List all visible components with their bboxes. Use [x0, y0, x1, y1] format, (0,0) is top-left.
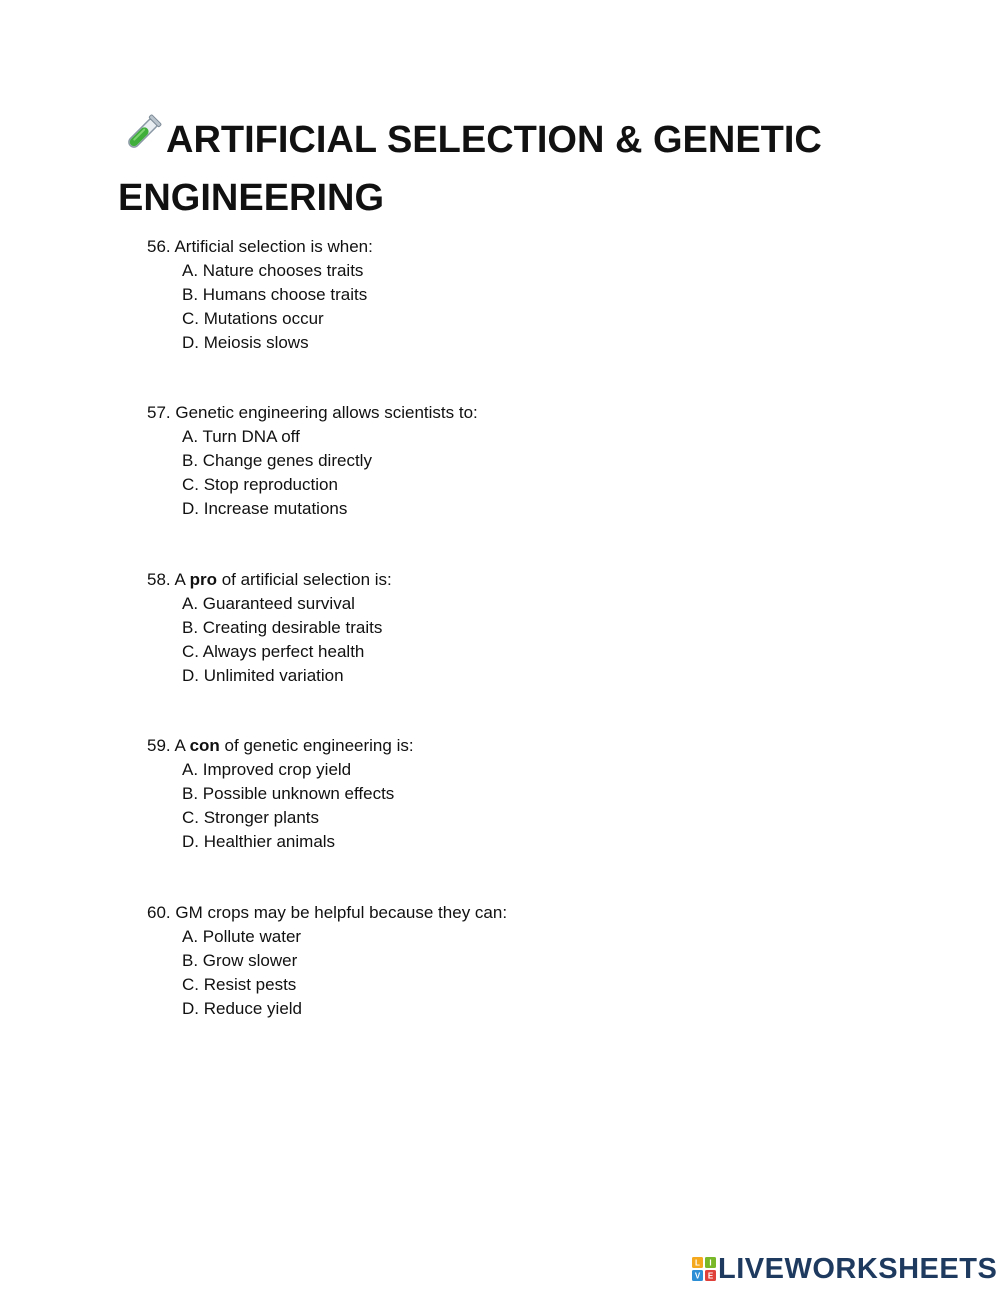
- question-text: 57. Genetic engineering allows scientists to:: [147, 403, 478, 422]
- option-c[interactable]: C. Resist pests: [182, 975, 297, 994]
- svg-text:E: E: [707, 1271, 714, 1281]
- emphasis-word: con: [189, 736, 220, 755]
- option-c[interactable]: C. Mutations occur: [182, 309, 324, 328]
- option-c[interactable]: C. Always perfect health: [182, 642, 365, 661]
- question-text: 60. GM crops may be helpful because they can:: [147, 903, 508, 922]
- logo-text: LIVEWORKSHEETS: [718, 1253, 998, 1285]
- option-d[interactable]: D. Healthier animals: [182, 832, 336, 851]
- option-a[interactable]: A. Pollute water: [182, 927, 302, 946]
- option-d[interactable]: D. Meiosis slows: [182, 333, 309, 352]
- liveworksheets-logo: [692, 1254, 997, 1284]
- option-b[interactable]: B. Humans choose traits: [182, 285, 368, 304]
- title-text: ARTIFICIAL SELECTION & GENETIC ENGINEERING: [118, 119, 822, 219]
- question-57: [147, 401, 478, 521]
- option-c[interactable]: C. Stronger plants: [182, 808, 320, 827]
- test-tube-icon: [118, 112, 164, 172]
- option-a[interactable]: A. Improved crop yield: [182, 760, 352, 779]
- option-b[interactable]: B. Possible unknown effects: [182, 784, 395, 803]
- option-b[interactable]: B. Creating desirable traits: [182, 618, 383, 637]
- question-58: [147, 568, 392, 688]
- option-a[interactable]: A. Nature chooses traits: [182, 261, 364, 280]
- option-d[interactable]: D. Unlimited variation: [182, 666, 344, 685]
- question-text: 58. A pro of artificial selection is:: [147, 570, 392, 589]
- emphasis-word: pro: [189, 570, 217, 589]
- option-c[interactable]: C. Stop reproduction: [182, 475, 338, 494]
- question-56: [147, 235, 373, 355]
- question-59: [147, 734, 414, 854]
- option-a[interactable]: A. Turn DNA off: [182, 427, 300, 446]
- svg-text:I: I: [709, 1258, 712, 1268]
- option-a[interactable]: A. Guaranteed survival: [182, 594, 355, 613]
- svg-text:L: L: [695, 1258, 700, 1268]
- liveworksheets-logo-mark-icon: [692, 1257, 716, 1281]
- option-b[interactable]: B. Grow slower: [182, 951, 298, 970]
- page-title: [118, 112, 918, 224]
- option-b[interactable]: B. Change genes directly: [182, 451, 372, 470]
- question-60: [147, 901, 507, 1021]
- svg-text:V: V: [694, 1271, 701, 1281]
- question-text: 56. Artificial selection is when:: [147, 237, 373, 256]
- option-d[interactable]: D. Reduce yield: [182, 999, 303, 1018]
- question-text: 59. A con of genetic engineering is:: [147, 736, 414, 755]
- option-d[interactable]: D. Increase mutations: [182, 499, 348, 518]
